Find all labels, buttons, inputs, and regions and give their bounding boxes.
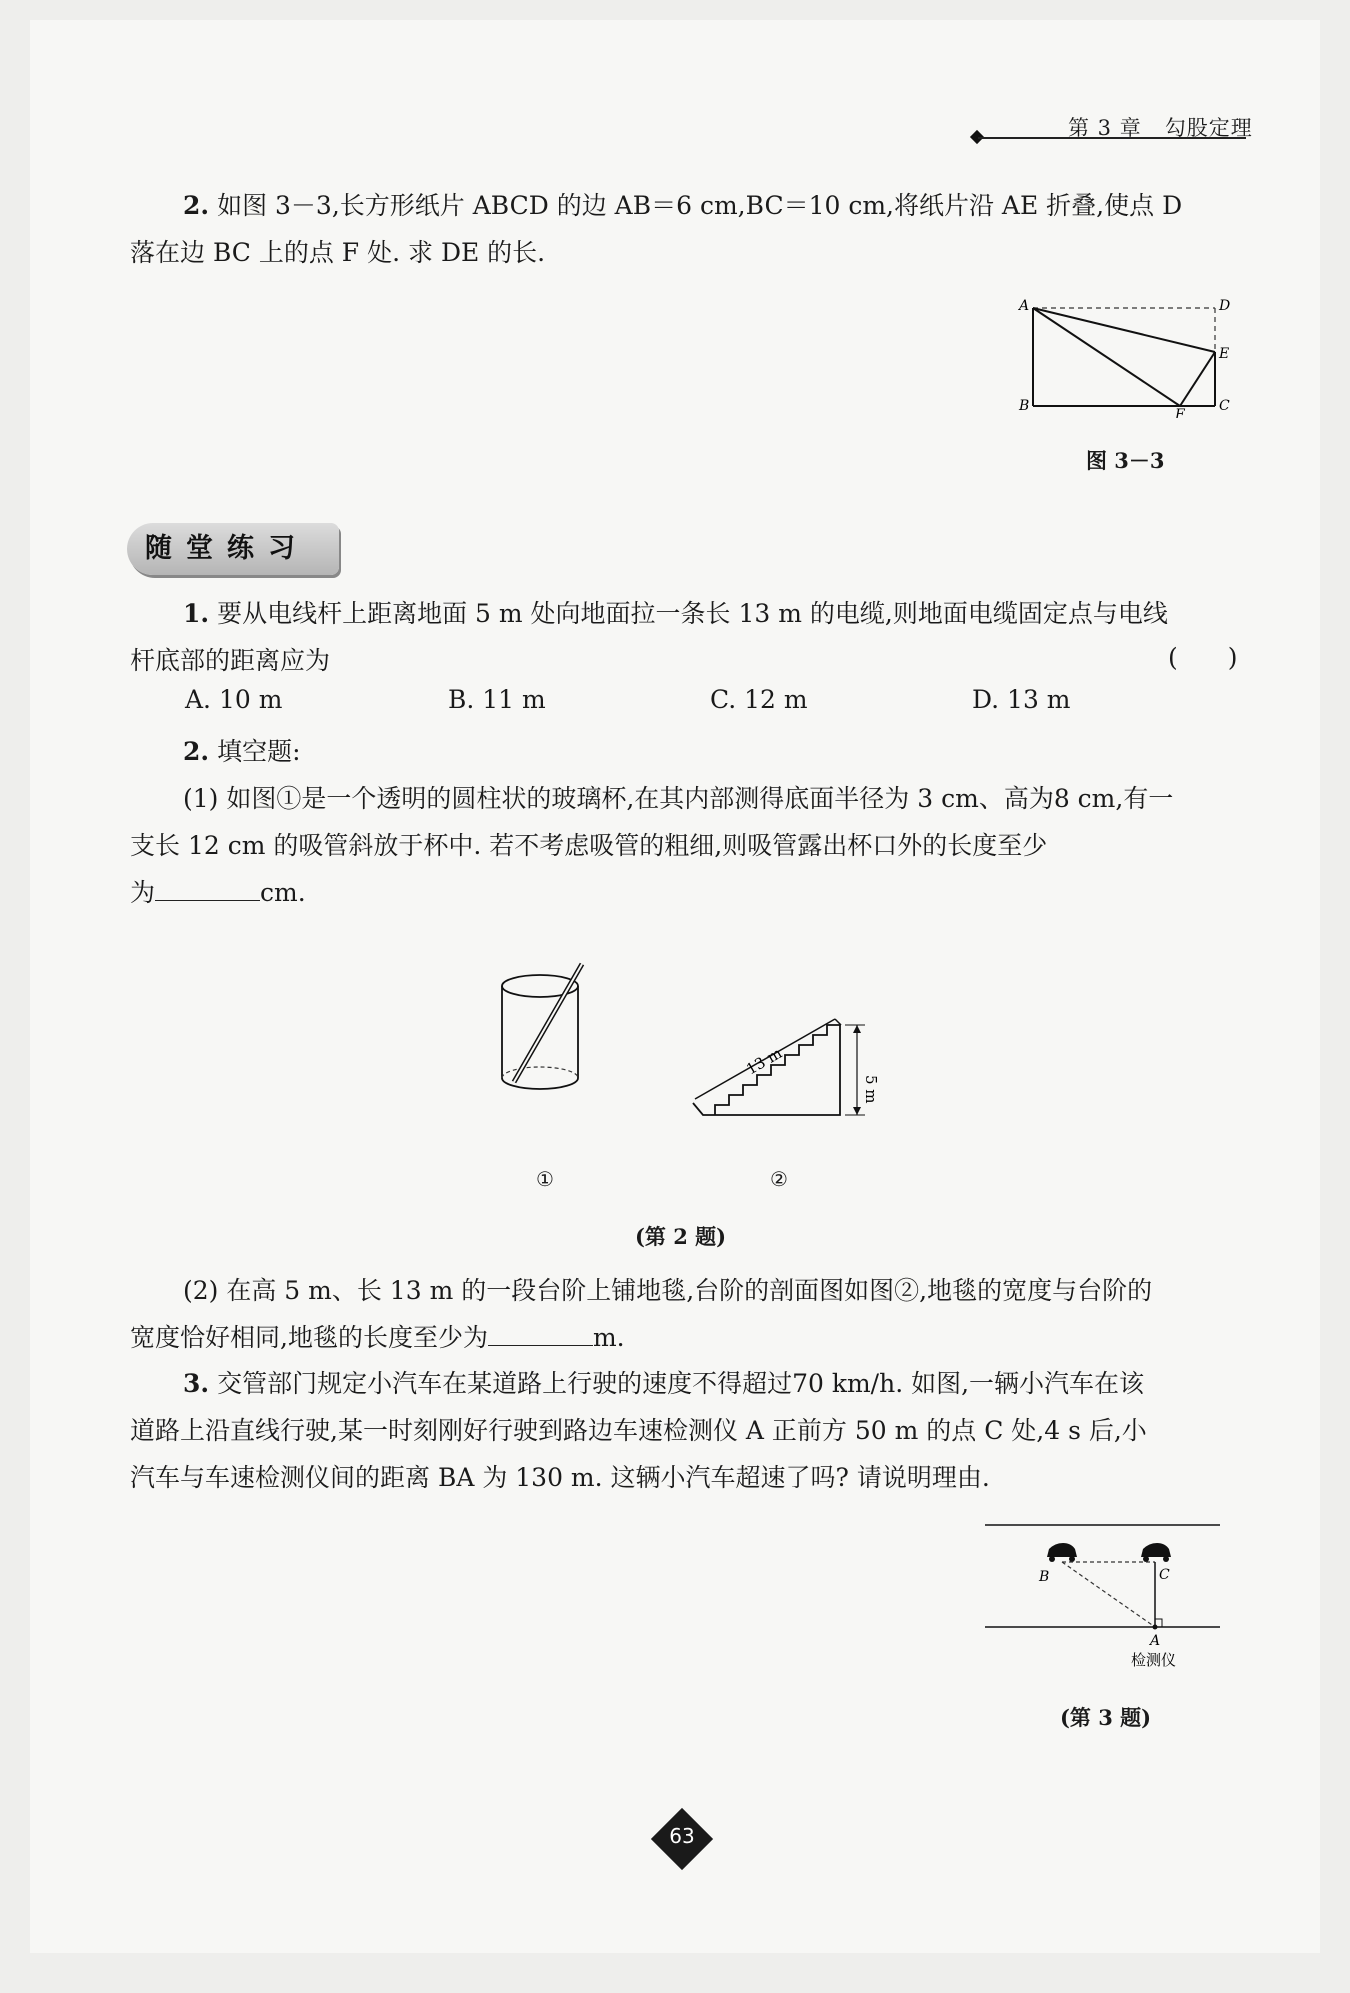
- label-B: B: [1019, 398, 1030, 414]
- exercise-2-part2: [130, 1267, 1248, 1361]
- problem-2-top: [130, 182, 1248, 276]
- chapter-number: 第 3 章: [1068, 116, 1142, 140]
- page-number: 63: [669, 1824, 695, 1848]
- answer-blank-2[interactable]: [488, 1323, 593, 1346]
- part1-line3-post: cm.: [260, 878, 306, 907]
- slope-label: 13 m: [743, 1043, 786, 1079]
- part2-line1: (2) 在高 5 m、长 13 m 的一段台阶上铺地毯,台阶的剖面图如图②,地毯的宽度与台阶的: [183, 1276, 1153, 1305]
- answer-parentheses: ( ): [1168, 643, 1238, 672]
- label-C: C: [1219, 398, 1230, 414]
- figure-road: [955, 1505, 1225, 1680]
- part1-line3-pre: 为: [130, 878, 156, 907]
- chapter-title: 勾股定理: [1164, 116, 1253, 140]
- section-title-badge: 随堂练习: [127, 523, 339, 575]
- figure-caption: (第 3 题): [1060, 1705, 1152, 1730]
- car-b-icon: [1047, 1543, 1077, 1562]
- exercise-2: [130, 728, 1248, 916]
- figure-caption: (第 2 题): [635, 1224, 727, 1249]
- exercise-2-title: 填空题:: [217, 737, 301, 766]
- height-label: 5 m: [862, 1075, 880, 1104]
- exercise-number: 3.: [183, 1369, 210, 1398]
- figure-stairs: [685, 1015, 885, 1135]
- exercise-3-line3: 汽车与车速检测仪间的距离 BA 为 130 m. 这辆小汽车超速了吗? 请说明理由.: [130, 1463, 990, 1492]
- device-label: 检测仪: [1131, 1651, 1177, 1669]
- figure-glass-cylinder: [490, 960, 600, 1100]
- option-b: B. 11 m: [448, 685, 546, 714]
- figure-caption: 图 3－3: [1086, 448, 1165, 473]
- part2-line2-post: m.: [592, 1323, 625, 1352]
- exercise-text-line2: 杆底部的距离应为: [130, 646, 331, 675]
- label-A: A: [1150, 1633, 1161, 1649]
- car-c-icon: [1141, 1543, 1171, 1562]
- answer-blank-1[interactable]: [155, 878, 260, 901]
- label-E: E: [1219, 346, 1230, 362]
- problem-text-line2: 落在边 BC 上的点 F 处. 求 DE 的长.: [130, 238, 546, 267]
- label-A: A: [1019, 298, 1030, 314]
- exercise-3-line1: 交管部门规定小汽车在某道路上行驶的速度不得超过70 km/h. 如图,一辆小汽车在该: [217, 1369, 1145, 1398]
- textbook-page: [30, 20, 1320, 1953]
- exercise-text-line1: 要从电线杆上距离地面 5 m 处向地面拉一条长 13 m 的电缆,则地面电缆固定点与电线: [217, 599, 1168, 628]
- figure-1-label: ①: [536, 1167, 554, 1191]
- label-B: B: [1039, 1569, 1050, 1585]
- option-d: D. 13 m: [972, 685, 1071, 714]
- label-F: F: [1175, 407, 1185, 418]
- option-c: C. 12 m: [710, 685, 808, 714]
- figure-3-3: [1005, 288, 1235, 418]
- problem-number: 2.: [183, 191, 210, 220]
- figure-2-label: ②: [770, 1167, 788, 1191]
- part1-line1: (1) 如图①是一个透明的圆柱状的玻璃杯,在其内部测得底面半径为 3 cm、高为8 cm,有一: [183, 784, 1174, 813]
- exercise-1: [130, 590, 1248, 684]
- chapter-header: [1068, 112, 1253, 142]
- exercise-3: [130, 1360, 1248, 1501]
- exercise-3-line2: 道路上沿直线行驶,某一时刻刚好行驶到路边车速检测仪 A 正前方 50 m 的点 C 处,4 s 后,小: [130, 1416, 1147, 1445]
- exercise-number: 1.: [183, 599, 210, 628]
- exercise-number: 2.: [183, 737, 210, 766]
- label-C: C: [1159, 1567, 1170, 1583]
- option-a: A. 10 m: [185, 685, 283, 714]
- part2-line2-pre: 宽度恰好相同,地毯的长度至少为: [130, 1323, 488, 1352]
- part1-line2: 支长 12 cm 的吸管斜放于杯中. 若不考虑吸管的粗细,则吸管露出杯口外的长度至少: [130, 831, 1048, 860]
- problem-text-line1: 如图 3－3,长方形纸片 ABCD 的边 AB＝6 cm,BC＝10 cm,将纸片沿 AE 折叠,使点 D: [217, 191, 1183, 220]
- label-D: D: [1219, 298, 1231, 314]
